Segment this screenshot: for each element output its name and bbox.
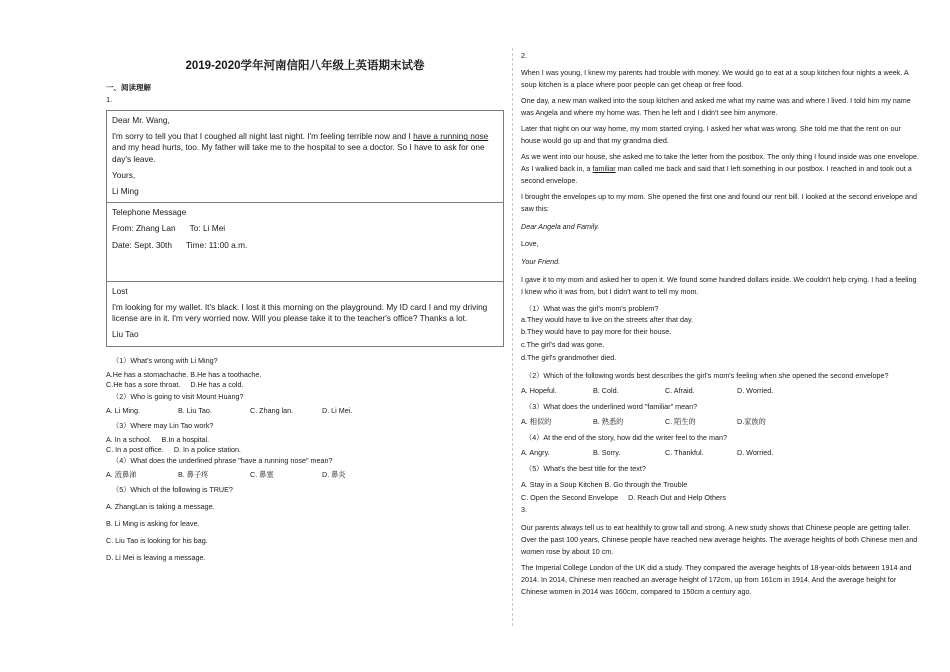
option-1-2-a: A. Li Ming. xyxy=(106,405,140,415)
lost-cell xyxy=(107,281,503,346)
options-1-3-ab xyxy=(106,435,504,445)
question-2-1: （1）What was the girl's mom's problem? xyxy=(525,303,659,313)
passage2-p3: Later that night on our way home, my mom started crying. I asked her what was wrong. She told me that the rent on our house would go up and that my grandma died. xyxy=(521,123,901,145)
option-1-4-b: B. 鼻子疼 xyxy=(178,469,209,479)
option-1-2-d: D. Li Mei. xyxy=(322,405,353,415)
passage2-p6: I gave it to my mom and asked her to open it. We found some hundred dollars inside. We couldn't help crying. I had a feeling I knew who it was from, but I didn't want to tell my mom. xyxy=(521,274,917,296)
options-2-5-ab: A. Stay in a Soup Kitchen B. Go through the Trouble xyxy=(521,479,688,489)
option-2-2-d: D. Worried. xyxy=(737,385,774,395)
option-2-4-c: C. Thankful. xyxy=(665,447,704,457)
option-2-5-d: D. Reach Out and Help Others xyxy=(628,492,726,502)
passage3-p1: Our parents always tell us to eat healthily to grow tall and strong. A new study shows that Chinese people are getting taller. Over the past 100 years, Chinese people have reached new average heights. The average heights of both Chinese men and women rose by about 10 cm. xyxy=(521,523,918,556)
right-column xyxy=(521,50,919,597)
option-1-4-a: A. 流鼻涕 xyxy=(106,469,137,479)
column-divider xyxy=(512,48,513,626)
option-1-3-d: D. In a police station. xyxy=(173,444,241,454)
option-2-1-c: c.The girl's dad was gone. xyxy=(521,340,605,350)
telephone-from: From: Zhang Lan xyxy=(112,223,176,234)
note-closing: Yours, xyxy=(112,169,136,180)
option-2-3-d: D.家族的 xyxy=(737,416,766,426)
question-1-4: （4）What does the underlined phrase "have a running nose" mean? xyxy=(112,455,333,465)
option-1-1-c: C.He has a sore throat. xyxy=(106,379,181,389)
underlined-word: familiar xyxy=(592,163,616,173)
telephone-from-to xyxy=(112,223,498,234)
letter-line-1: Dear Angela and Family. xyxy=(521,221,600,231)
lost-body: I'm looking for my wallet. It's black. I lost it this morning on the playground. My ID card I and my driving license are in it. I'm very worried now. Will you please take it to the teacher's office? Thanks a lot. xyxy=(112,302,488,324)
option-2-1-d: d.The girl's grandmother died. xyxy=(521,352,617,362)
option-1-1-d: D.He has a cold. xyxy=(190,379,244,389)
telephone-time: Time: 11:00 a.m. xyxy=(185,239,248,250)
passage2-p4-start: As we went into our house, she asked me to take the letter from the postbox. The only thing I found inside was one envelope. As I walked back in, a xyxy=(521,152,919,173)
question-2-3: （3）What does the underlined word "familiar" mean? xyxy=(525,401,698,411)
option-1-4-d: D. 鼻炎 xyxy=(322,469,346,479)
option-2-4-a: A. Angry. xyxy=(521,447,550,457)
page-title: 2019-2020学年河南信阳八年级上英语期末试卷 xyxy=(185,60,425,72)
telephone-to: To: Li Mei xyxy=(189,223,226,234)
option-2-3-c: C. 陌生的 xyxy=(665,416,696,426)
telephone-date-time xyxy=(112,240,498,251)
option-2-1-b: b.They would have to pay more for their house. xyxy=(521,327,672,337)
telephone-cell xyxy=(107,202,503,281)
question-1-5: （5）Which of the following is TRUE? xyxy=(112,484,233,494)
letter-line-3: Your Friend. xyxy=(521,257,561,267)
option-2-4-d: D. Worried. xyxy=(737,447,774,457)
option-2-3-b: B. 熟悉的 xyxy=(593,416,624,426)
note-signature: Li Ming xyxy=(112,186,139,197)
option-1-5-c: C. Liu Tao is looking for his bag. xyxy=(106,535,208,545)
question-2-4: （4）At the end of the story, how did the writer feel to the man? xyxy=(525,432,728,442)
passage2-p4-end: man called me back and said that I left something in our postbox. I reached in and took out a second envelope. xyxy=(521,163,912,185)
option-2-5-c: C. Open the Second Envelope xyxy=(521,492,619,502)
option-1-3-a: A. In a school. xyxy=(106,434,152,444)
question-number-2: 2. xyxy=(521,51,527,60)
options-2-4 xyxy=(521,448,919,458)
note-body-end: and my head hurts, too. My father will take me to the hospital to see a doctor. So I have to ask for one day's leave. xyxy=(112,142,485,164)
option-2-2-a: A. Hopeful. xyxy=(521,385,557,395)
option-2-1-a: a.They would have to live on the streets after that day. xyxy=(521,314,694,324)
note-greeting: Dear Mr. Wang, xyxy=(112,115,170,125)
options-1-1-ab: A.He has a stomachache. B.He has a toothache. xyxy=(106,369,262,379)
option-1-3-c: C. In a post office. xyxy=(106,444,164,454)
note-body xyxy=(112,131,498,165)
passage1-table xyxy=(106,110,504,347)
telephone-heading: Telephone Message xyxy=(112,207,187,218)
option-1-3-b: B.In a hospital. xyxy=(161,434,210,444)
option-2-4-b: B. Sorry. xyxy=(593,447,621,457)
underlined-phrase: have a running nose xyxy=(413,131,489,142)
question-1-1: （1）What's wrong with Li Ming? xyxy=(112,355,218,365)
lost-heading: Lost xyxy=(112,285,128,296)
question-number-3: 3. xyxy=(521,505,527,515)
options-2-5-cd xyxy=(521,492,919,505)
passage2-p4 xyxy=(521,151,919,186)
option-1-5-b: B. Li Ming is asking for leave. xyxy=(106,518,200,528)
note-cell xyxy=(107,111,503,202)
question-2-2: （2）Which of the following words best describes the girl's mom's feeling when she opened the second envelope? xyxy=(525,370,889,380)
option-2-3-a: A. 相似的 xyxy=(521,416,552,426)
option-1-5-a: A. ZhangLan is taking a message. xyxy=(106,501,215,511)
option-2-2-c: C. Afraid. xyxy=(665,385,695,395)
question-1-3: （3）Where may Lin Tao work? xyxy=(112,420,214,430)
option-1-5-d: D. Li Mei is leaving a message. xyxy=(106,552,206,562)
options-1-3-cd xyxy=(106,445,504,455)
question-1-2: （2）Who is going to visit Mount Huang? xyxy=(112,391,244,401)
passage3-p2: The Imperial College London of the UK did a study. They compared the average heights of 18-year-olds between 1914 and 2014. In 2014, Chinese men reached an average height of 172cm, up from 161cm in 1914. And the average height for Chinese women in 2014 was 160cm, compared to 150cm a century ago. xyxy=(521,563,912,596)
letter-line-2: Love, xyxy=(521,239,539,249)
options-2-2 xyxy=(521,386,919,396)
options-1-4 xyxy=(106,470,504,480)
questions-set-1 xyxy=(106,356,504,563)
options-2-3 xyxy=(521,417,919,427)
left-column xyxy=(106,50,504,563)
option-2-2-b: B. Cold. xyxy=(593,385,619,395)
option-1-2-c: C. Zhang lan. xyxy=(250,405,294,415)
question-number: 1. xyxy=(106,95,113,104)
question-2-5: （5）What's the best title for the text? xyxy=(525,463,646,473)
section-heading: 一、阅读理解 xyxy=(106,83,151,92)
passage2-p1: When I was young, I knew my parents had trouble with money. We would go to eat at a soup kitchen four nights a week. A soup kitchen is a place where poor people can get cheap or free food. xyxy=(521,67,909,89)
option-1-2-b: B. Liu Tao. xyxy=(178,405,212,415)
telephone-date: Date: Sept. 30th xyxy=(112,239,172,250)
note-body-start: I'm sorry to tell you that I coughed all night last night. I'm feeling terrible now and I xyxy=(112,131,414,142)
passage2-p5: I brought the envelopes up to my mom. She opened the first one and found our rent bill. I looked at the second envelope and saw this: xyxy=(521,191,917,213)
options-1-2 xyxy=(106,406,504,416)
lost-signature: Liu Tao xyxy=(112,329,139,340)
options-1-1-cd xyxy=(106,380,504,390)
passage2-p2: One day, a new man walked into the soup kitchen and asked me what my name was and where I lived. I told him my name was Angela and where my home was. Then he left and I didn't see him anymore. xyxy=(521,95,911,117)
option-1-4-c: C. 鼻塞 xyxy=(250,469,274,479)
